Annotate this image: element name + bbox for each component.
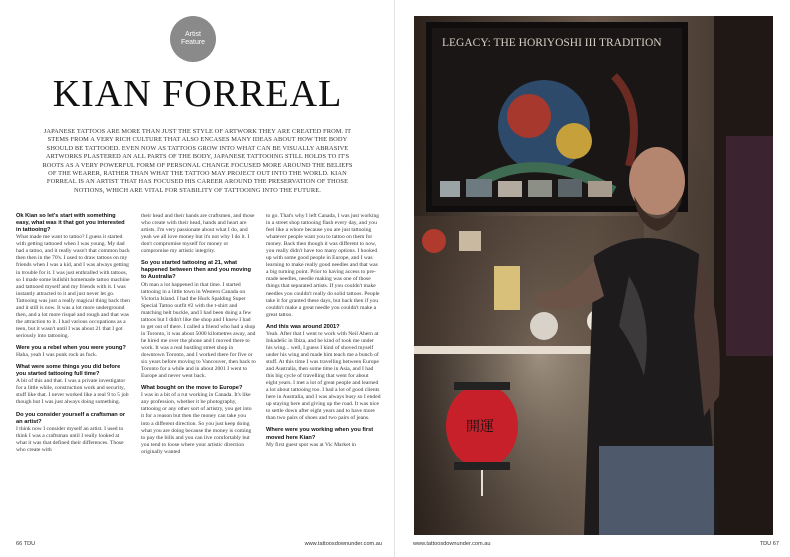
- lantern-text: 開運: [466, 419, 494, 435]
- article-title: KIAN FORREAL: [52, 73, 343, 115]
- answer: I was in a bit of a rut working in Canada. It's like any profession, whether it be photography, tattooing or any other sort of artistry, you get into it for a reason but then the money can take you into a different direction. So you just keep doing what you are doing because the money is coming to pay the bills and you can live comfortably but you tend to loose where your artistic direction originally wanted: [141, 392, 252, 455]
- answer: to go. That's why I left Canada, I was just working in a street shop tattooing flash every day, and you feel like a whore because you are just tattooing whatever people want you to tattoo on them for money. Back then though it was different to now, you really didn't have too many options. I hooked up with some good people in Europe, and I was learning to make really good needles and that was a big turning point. Prior to having access to pre-made needles, needle making was one of those things that separated artists. If you couldn't make needles you couldn't really do solid tattoos. People take it for granted these days, but back then if you couldn't make a great needle you couldn't make a great tattoo.: [266, 213, 380, 318]
- answer: A bit of this and that. I was a private investigator for a little while, construction work and security, stuff like that. I never worked like a real 9 to 5 job though but I was just always doing something.: [16, 378, 129, 406]
- answer: their head and their hands are craftsmen, and those who create with their head, hands and heart are artists. I'm very passionate about what I do, and yeah we all love money but it's not why I do it. I don't compromise myself for money or compromise my artistic integrity.: [141, 213, 255, 255]
- website-url: www.tattoosdownunder.com.au: [304, 541, 382, 547]
- column-2: [141, 213, 256, 533]
- article-columns: [16, 213, 382, 533]
- magazine-name: TDU: [759, 541, 772, 547]
- answer: My first guest spot was at Vic Market in: [266, 441, 356, 448]
- answer: Haha, yeah I was punk rock as fuck.: [16, 352, 98, 359]
- badge-line2: Feature: [180, 39, 206, 46]
- question: Where were you working when you first moved here Kian?: [266, 427, 374, 441]
- answer: What made me want to tattoo? I guess it started with getting tattooed when I was young. My dad had a tattoo, and it really wasn't that common back then then in the 70's. I used to draw tattoos on my friends when I was a kid, and I was always getting in trouble for it. I was just enthralled with tattoos, so I made some bullshit homemade tattoo machine and tattooed myself and my friends with it. I was instantly attracted to it and just never let go. Tattooing was just a really magical thing back then and it still is now. It was a lot more underground then, and a lot more risqué and rough and that was the attraction to it. I had various occupations as a teen, but it wasn't until I was about 21 that I got seriously into tattooing.: [16, 234, 130, 339]
- page-number: 67: [772, 541, 779, 547]
- magazine-name: TDU: [23, 541, 36, 547]
- page-number: 66: [16, 541, 23, 547]
- website-url: www.tattoosdownunder.com.au: [413, 541, 491, 547]
- answer: I think now I consider myself an artist. I used to think I was a craftsman until I really looked at what it was that defined their differences. Those who create with: [16, 425, 124, 453]
- question: Do you consider yourself a craftsman or an artist?: [16, 411, 126, 425]
- poster-title: LEGACY: THE HORIYOSHI III TRADITION: [442, 37, 662, 49]
- column-1: [16, 213, 131, 533]
- question: So you started tattooing at 21, what happened between then and you moving to Australia?: [141, 260, 251, 281]
- question: What were some things you did before you started tattooing full time?: [16, 364, 121, 378]
- question: Were you a rebel when you were young?: [16, 344, 126, 351]
- answer: Yeah. After that I went to work with Neil Ahern at Inkadelic in Ibiza, and he kind of took me under his wing... well, I guess I kind of shoved myself under his wing and made him teach me a bunch of stuff. At this time I was travelling between Europe and Australia, then some time in Asia, and I had this big cycle of travelling that went for about eight years. I met a lot of great people and learned a lot about tattooing too. I had a lot of good clients here in Australia, and I was always busy so I ended up staying here and giving up the road. It was nice to settle down after eight years and to have more than two pairs of shoes and two pairs of jeans.: [266, 330, 381, 422]
- artist-portrait-photo: [414, 16, 773, 535]
- answer: Oh man a lot happened in that time. I started tattooing in a little town in Western Canada on Victoria Island. I had the Huck Spalding Super Special Tattoo outfit #2 with the t-shirt and matching belt buckle, and I had been doing a few tattoos but I didn't like the shop and I knew I had to get out of there. I called a friend who had a shop in Toronto, it was about 5000 kilometres away, and he hired me over the phone and I moved there to work. It was a real hustling street shop in downtown Toronto, and I worked there for five or six years before moving to Vancouver, then back to Toronto for a while and in about 2001 I went to Europe and never went back.: [141, 281, 256, 380]
- column-3: [266, 213, 381, 533]
- right-folio: [760, 541, 779, 547]
- question: And this was around 2001?: [266, 323, 340, 330]
- badge-line1: Artist: [185, 30, 201, 38]
- article-intro: JAPANESE TATTOOS ARE MORE THAN JUST THE STYLE OF ARTWORK THEY ARE CREATED FROM. IT STEMS FROM A VERY RICH CULTURE THAT ALSO ENCASES MANY IDEAS ABOUT HOW THE BODY SHOULD BE TATTOOED. EVEN NOW AS TATTOOS GROW INTO WHAT CAN BE VISUALLY ABRASIVE ARTWORKS PLASTERED AN ALL PARTS OF THE BODY, JAPANESE TATTOOING STILL HOLDS TO IT'S ROOTS AS A VERY POWERFUL FORM OF PERSONAL CHANGE FOCUSED MORE AROUND THE BELIEFS OF THE WEARER, RATHER THAN WHAT THE TATTOO MAY PROJECT OUT INTO THE WORLD. KIAN FORREAL IS AN ARTIST THAT HAS FOCUSED HIS CAREER AROUND THE PRESERVATION OF THOSE NOTIONS, WHICH ARE VITAL FOR STABILITY OF TATTOOING INTO THE FUTURE.: [42, 128, 353, 194]
- artist-feature-badge: [170, 16, 216, 62]
- question: Ok Kian so let's start with something easy, what was it that got you interested in tattooing?: [16, 213, 125, 234]
- question: What bought on the move to Europe?: [141, 385, 243, 392]
